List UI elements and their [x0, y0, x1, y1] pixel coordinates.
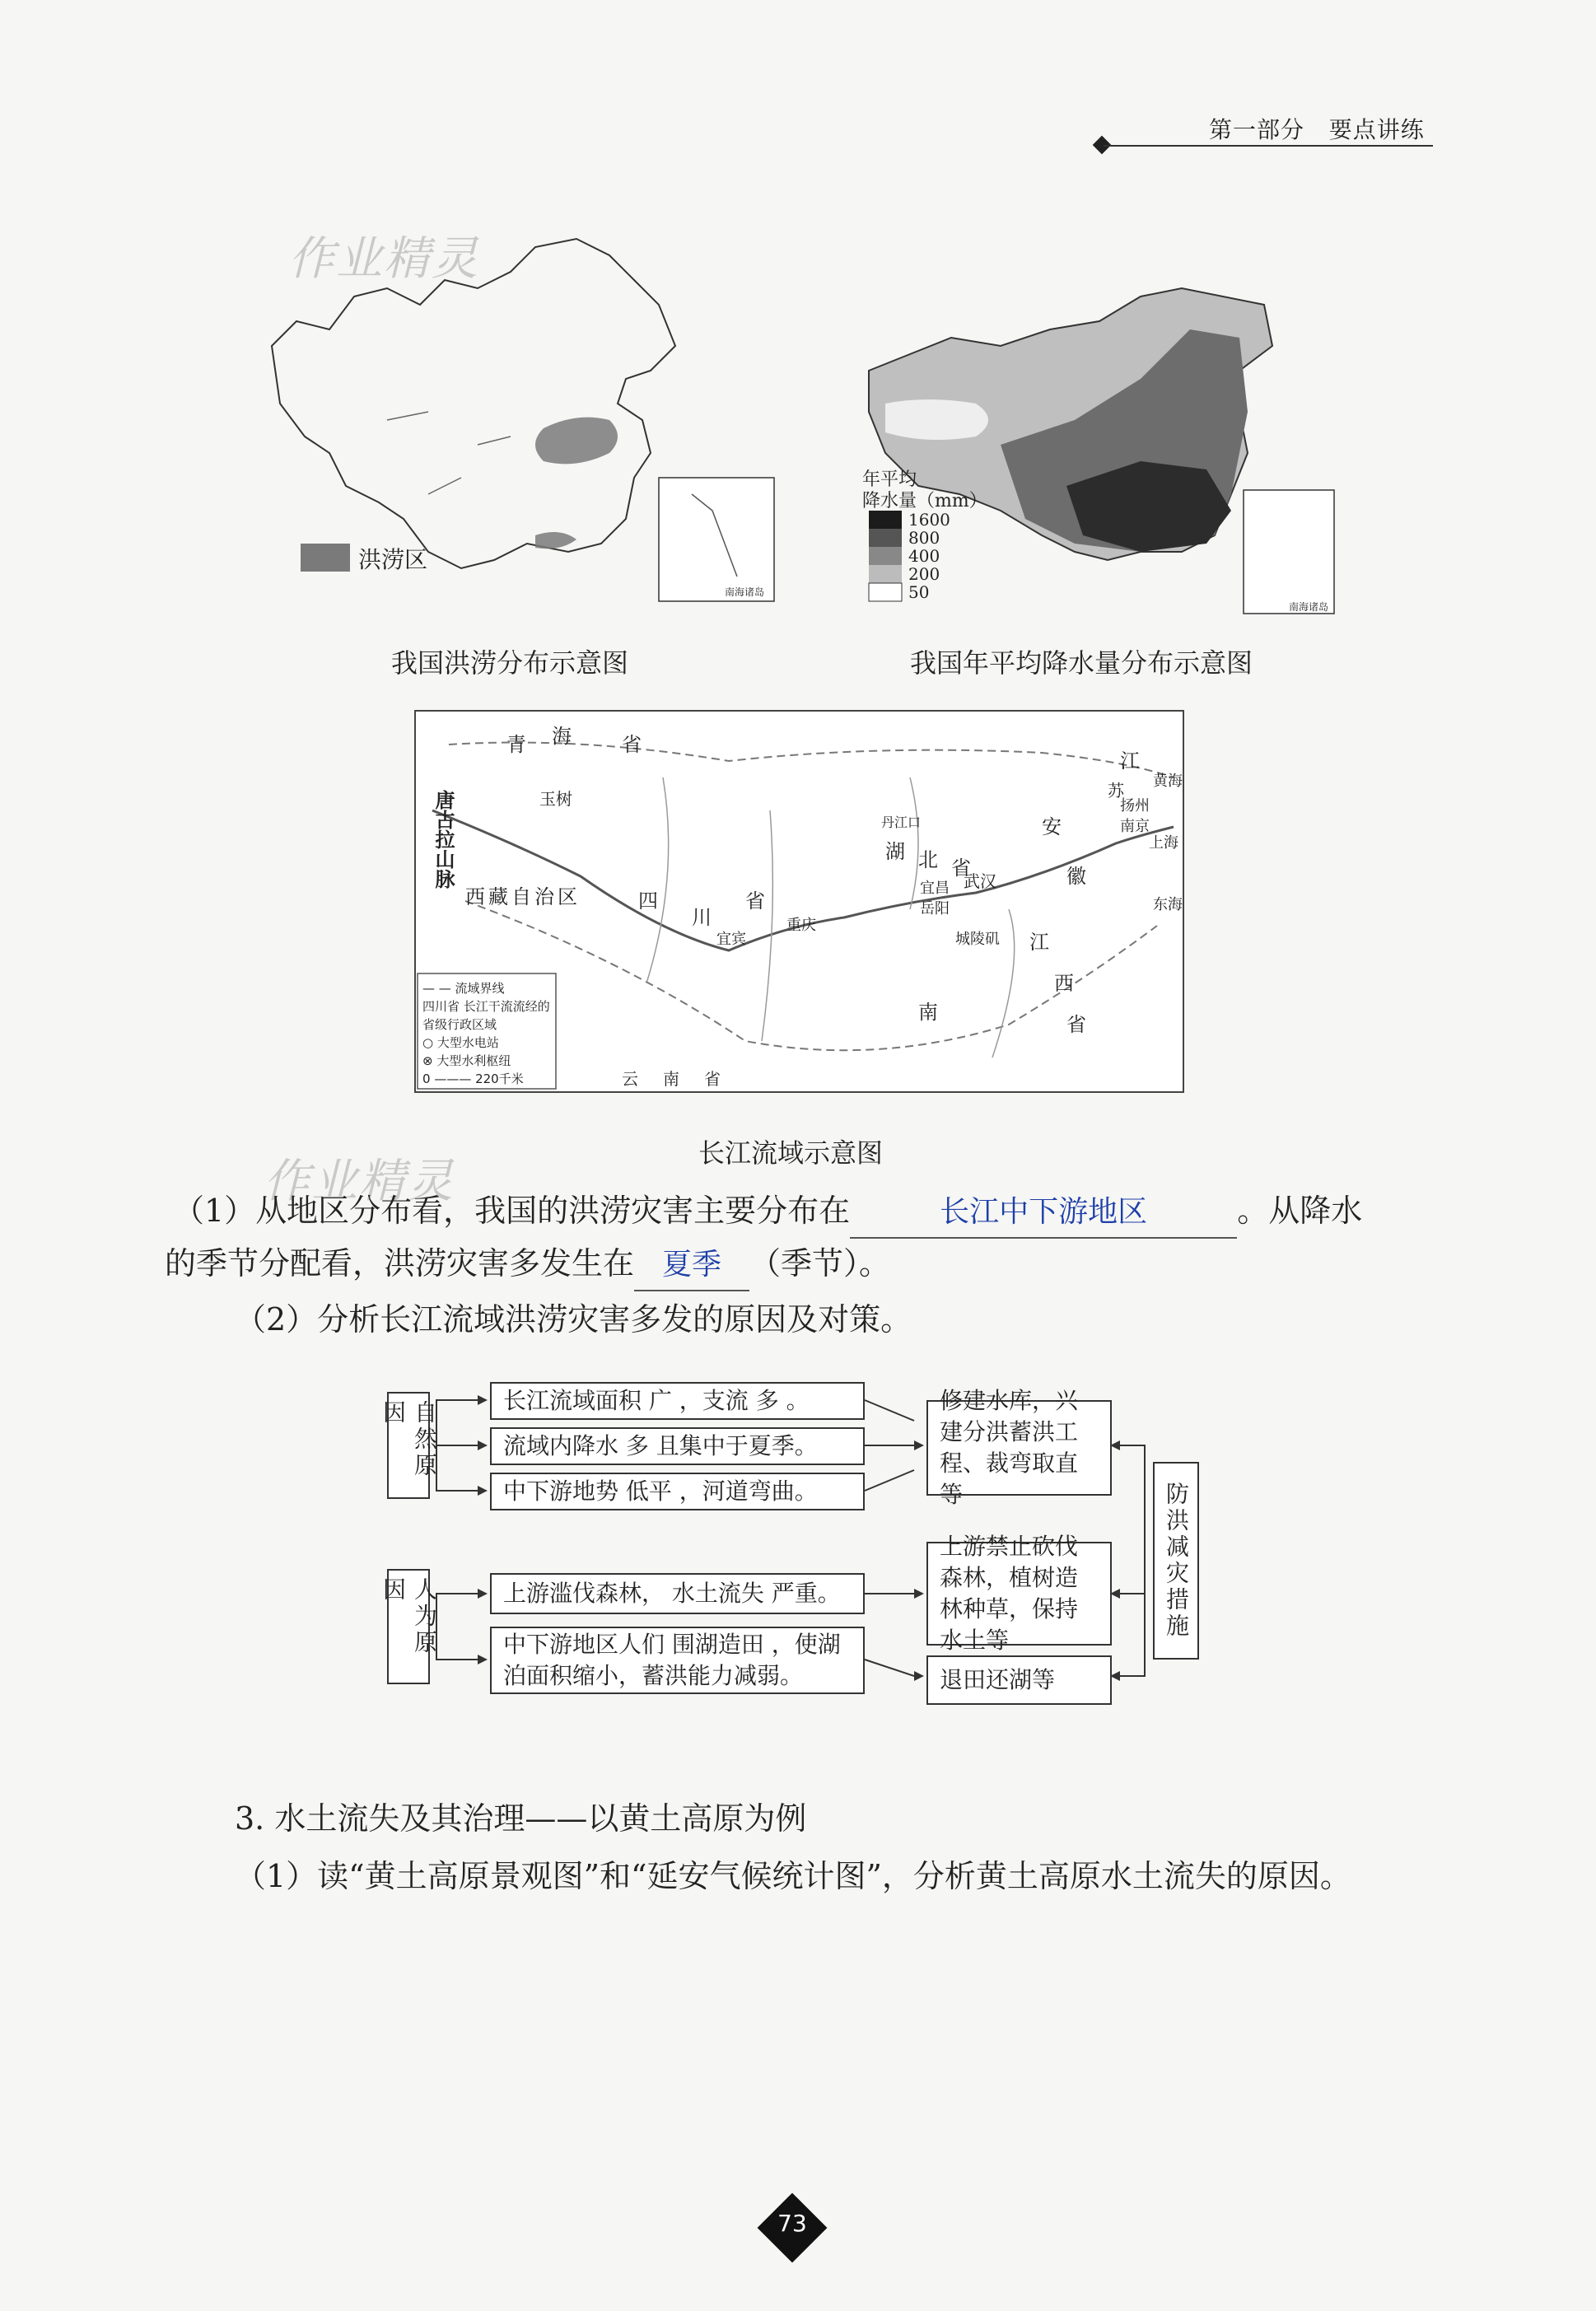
yangtze-legend — [422, 979, 554, 1088]
rain-legend-value: 1600 — [908, 510, 950, 530]
map-label-nan: 南 — [918, 1001, 938, 1024]
human-causes-label: 人为原因 — [387, 1569, 430, 1684]
map-label-yichang: 宜昌 — [920, 880, 950, 897]
map-label-qing: 青 — [506, 733, 526, 756]
map-label-hui: 徽 — [1066, 865, 1086, 888]
map-label-yun: 云 — [622, 1069, 638, 1089]
rain-inset-label: 南海诸岛 — [1289, 601, 1329, 613]
header-section: 第一部分 — [1209, 116, 1305, 143]
map-label-nanjing: 南京 — [1120, 818, 1150, 835]
cause-measure-diagram — [380, 1367, 1211, 1771]
measure-2: 上游禁止砍伐森林，植树造林种草，保持水土等 — [926, 1542, 1112, 1646]
legend-hydropower: ○ 大型水电站 — [422, 1035, 499, 1050]
map-label-yangzhou: 扬州 — [1120, 797, 1150, 815]
map-label-jiang2: 江 — [1120, 749, 1140, 773]
map-label-sheng3: 省 — [951, 857, 971, 880]
human-cause-1: 上游滥伐森林， 水土流失 严重。 — [490, 1573, 865, 1614]
map-label-sheng5: 省 — [704, 1069, 721, 1089]
map-label-xi: 西 — [1054, 972, 1074, 995]
map-label-donghai: 东海 — [1153, 896, 1183, 913]
map-label-su: 苏 — [1108, 781, 1124, 801]
flood-legend-label: 洪涝区 — [358, 546, 428, 573]
yangtze-map — [414, 710, 1184, 1093]
map-label-danjiangkou: 丹江口 — [881, 815, 922, 830]
q1-line2-suffix: （季节）。 — [749, 1245, 891, 1282]
natural-cause-3: 中下游地势 低平 ，河道弯曲。 — [490, 1473, 865, 1510]
header-rule — [1104, 145, 1433, 147]
legend-water-project: ⊗ 大型水利枢纽 — [422, 1053, 511, 1068]
map-label-tanggula: 唐古拉山脉 — [432, 790, 455, 889]
rain-legend-value: 800 — [908, 528, 940, 548]
map-label-bei: 北 — [918, 848, 938, 871]
q1-answer1: 长江中下游地区 — [940, 1195, 1148, 1229]
q1-line2-prefix: 的季节分配看，洪涝灾害多发生在 — [165, 1245, 635, 1282]
map-label-jiang: 江 — [1029, 931, 1049, 954]
flood-map — [264, 231, 799, 618]
map-label-yushu: 玉树 — [539, 789, 572, 809]
legend-scale: 0 ——— 220千米 — [422, 1071, 524, 1086]
q1-answer2-blank — [634, 1239, 749, 1291]
rain-map — [861, 280, 1338, 618]
human-cause-2: 中下游地区人们 围湖造田 ，使湖泊面积缩小，蓄洪能力减弱。 — [490, 1627, 865, 1694]
watermark: 作业精灵 — [288, 232, 479, 286]
map-label-yueyang: 岳阳 — [920, 900, 950, 917]
map-label-yibin: 宜宾 — [716, 931, 746, 948]
page-number: 73 — [777, 2210, 807, 2237]
rain-map-caption: 我国年平均降水量分布示意图 — [910, 647, 1253, 679]
header-title: 要点讲练 — [1328, 116, 1425, 143]
map-label-hu: 湖 — [885, 840, 905, 863]
measure-1: 修建水库，兴建分洪蓄洪工程、裁弯取直等 — [926, 1400, 1112, 1496]
map-label-tibet: 西藏自治区 — [465, 885, 581, 908]
rain-legend-title: 年平均 降水量（mm） — [862, 469, 987, 511]
legend-boundary: — — 流域界线 — [422, 981, 505, 996]
measure-3: 退田还湖等 — [926, 1655, 1112, 1705]
watermark: 作业精灵 — [264, 1155, 455, 1208]
map-label-sheng: 省 — [622, 733, 642, 756]
map-label-chenglingji: 城陵矶 — [955, 931, 1000, 948]
flood-map-caption: 我国洪涝分布示意图 — [391, 647, 629, 679]
flood-map-outline — [264, 231, 799, 618]
map-label-shanghai: 上海 — [1149, 834, 1178, 852]
measures-label: 防洪减灾措施 — [1153, 1462, 1199, 1660]
legend-provinces: 四川省 长江干流流经的省级行政区域 — [422, 999, 550, 1032]
natural-cause-1: 长江流域面积 广 ，支流 多 。 — [490, 1382, 865, 1420]
section-3-question-1: （1）读“黄土高原景观图”和“延安气候统计图”，分析黄土高原水土流失的原因。 — [235, 1858, 1351, 1894]
rain-legend-value: 50 — [908, 582, 930, 602]
rain-legend-values — [908, 511, 950, 601]
question-2: （2）分析长江流域洪涝灾害多发的原因及对策。 — [235, 1301, 912, 1338]
page-header — [1209, 112, 1425, 145]
map-label-wuhan: 武汉 — [964, 871, 996, 891]
map-label-huanghai: 黄海 — [1153, 773, 1183, 790]
flood-inset-label: 南海诸岛 — [725, 586, 765, 598]
map-label-chongqing: 重庆 — [786, 917, 816, 934]
map-label-sheng2: 省 — [745, 889, 765, 913]
section-3-title: 3. 水土流失及其治理——以黄土高原为例 — [235, 1800, 807, 1837]
map-label-nan2: 南 — [663, 1069, 679, 1089]
q1-answer1-blank — [850, 1186, 1237, 1239]
map-label-sheng4: 省 — [1066, 1013, 1086, 1036]
natural-cause-2: 流域内降水 多 且集中于夏季。 — [490, 1427, 865, 1465]
rain-legend-value: 200 — [908, 564, 940, 584]
map-label-chuan: 川 — [692, 906, 712, 929]
q1-prefix: （1）从地区分布看，我国的洪涝灾害主要分布在 — [173, 1193, 851, 1229]
natural-causes-label: 自然原因 — [387, 1392, 430, 1499]
map-label-si: 四 — [638, 889, 658, 913]
map-label-hai: 海 — [552, 725, 572, 748]
q1-mid: 。从降水 — [1237, 1193, 1363, 1229]
rain-legend-value: 400 — [908, 546, 940, 566]
yangtze-map-caption: 长江流域示意图 — [698, 1137, 884, 1169]
question-1 — [165, 1186, 1433, 1291]
map-label-an: 安 — [1042, 815, 1062, 838]
q1-answer2: 夏季 — [662, 1248, 722, 1282]
